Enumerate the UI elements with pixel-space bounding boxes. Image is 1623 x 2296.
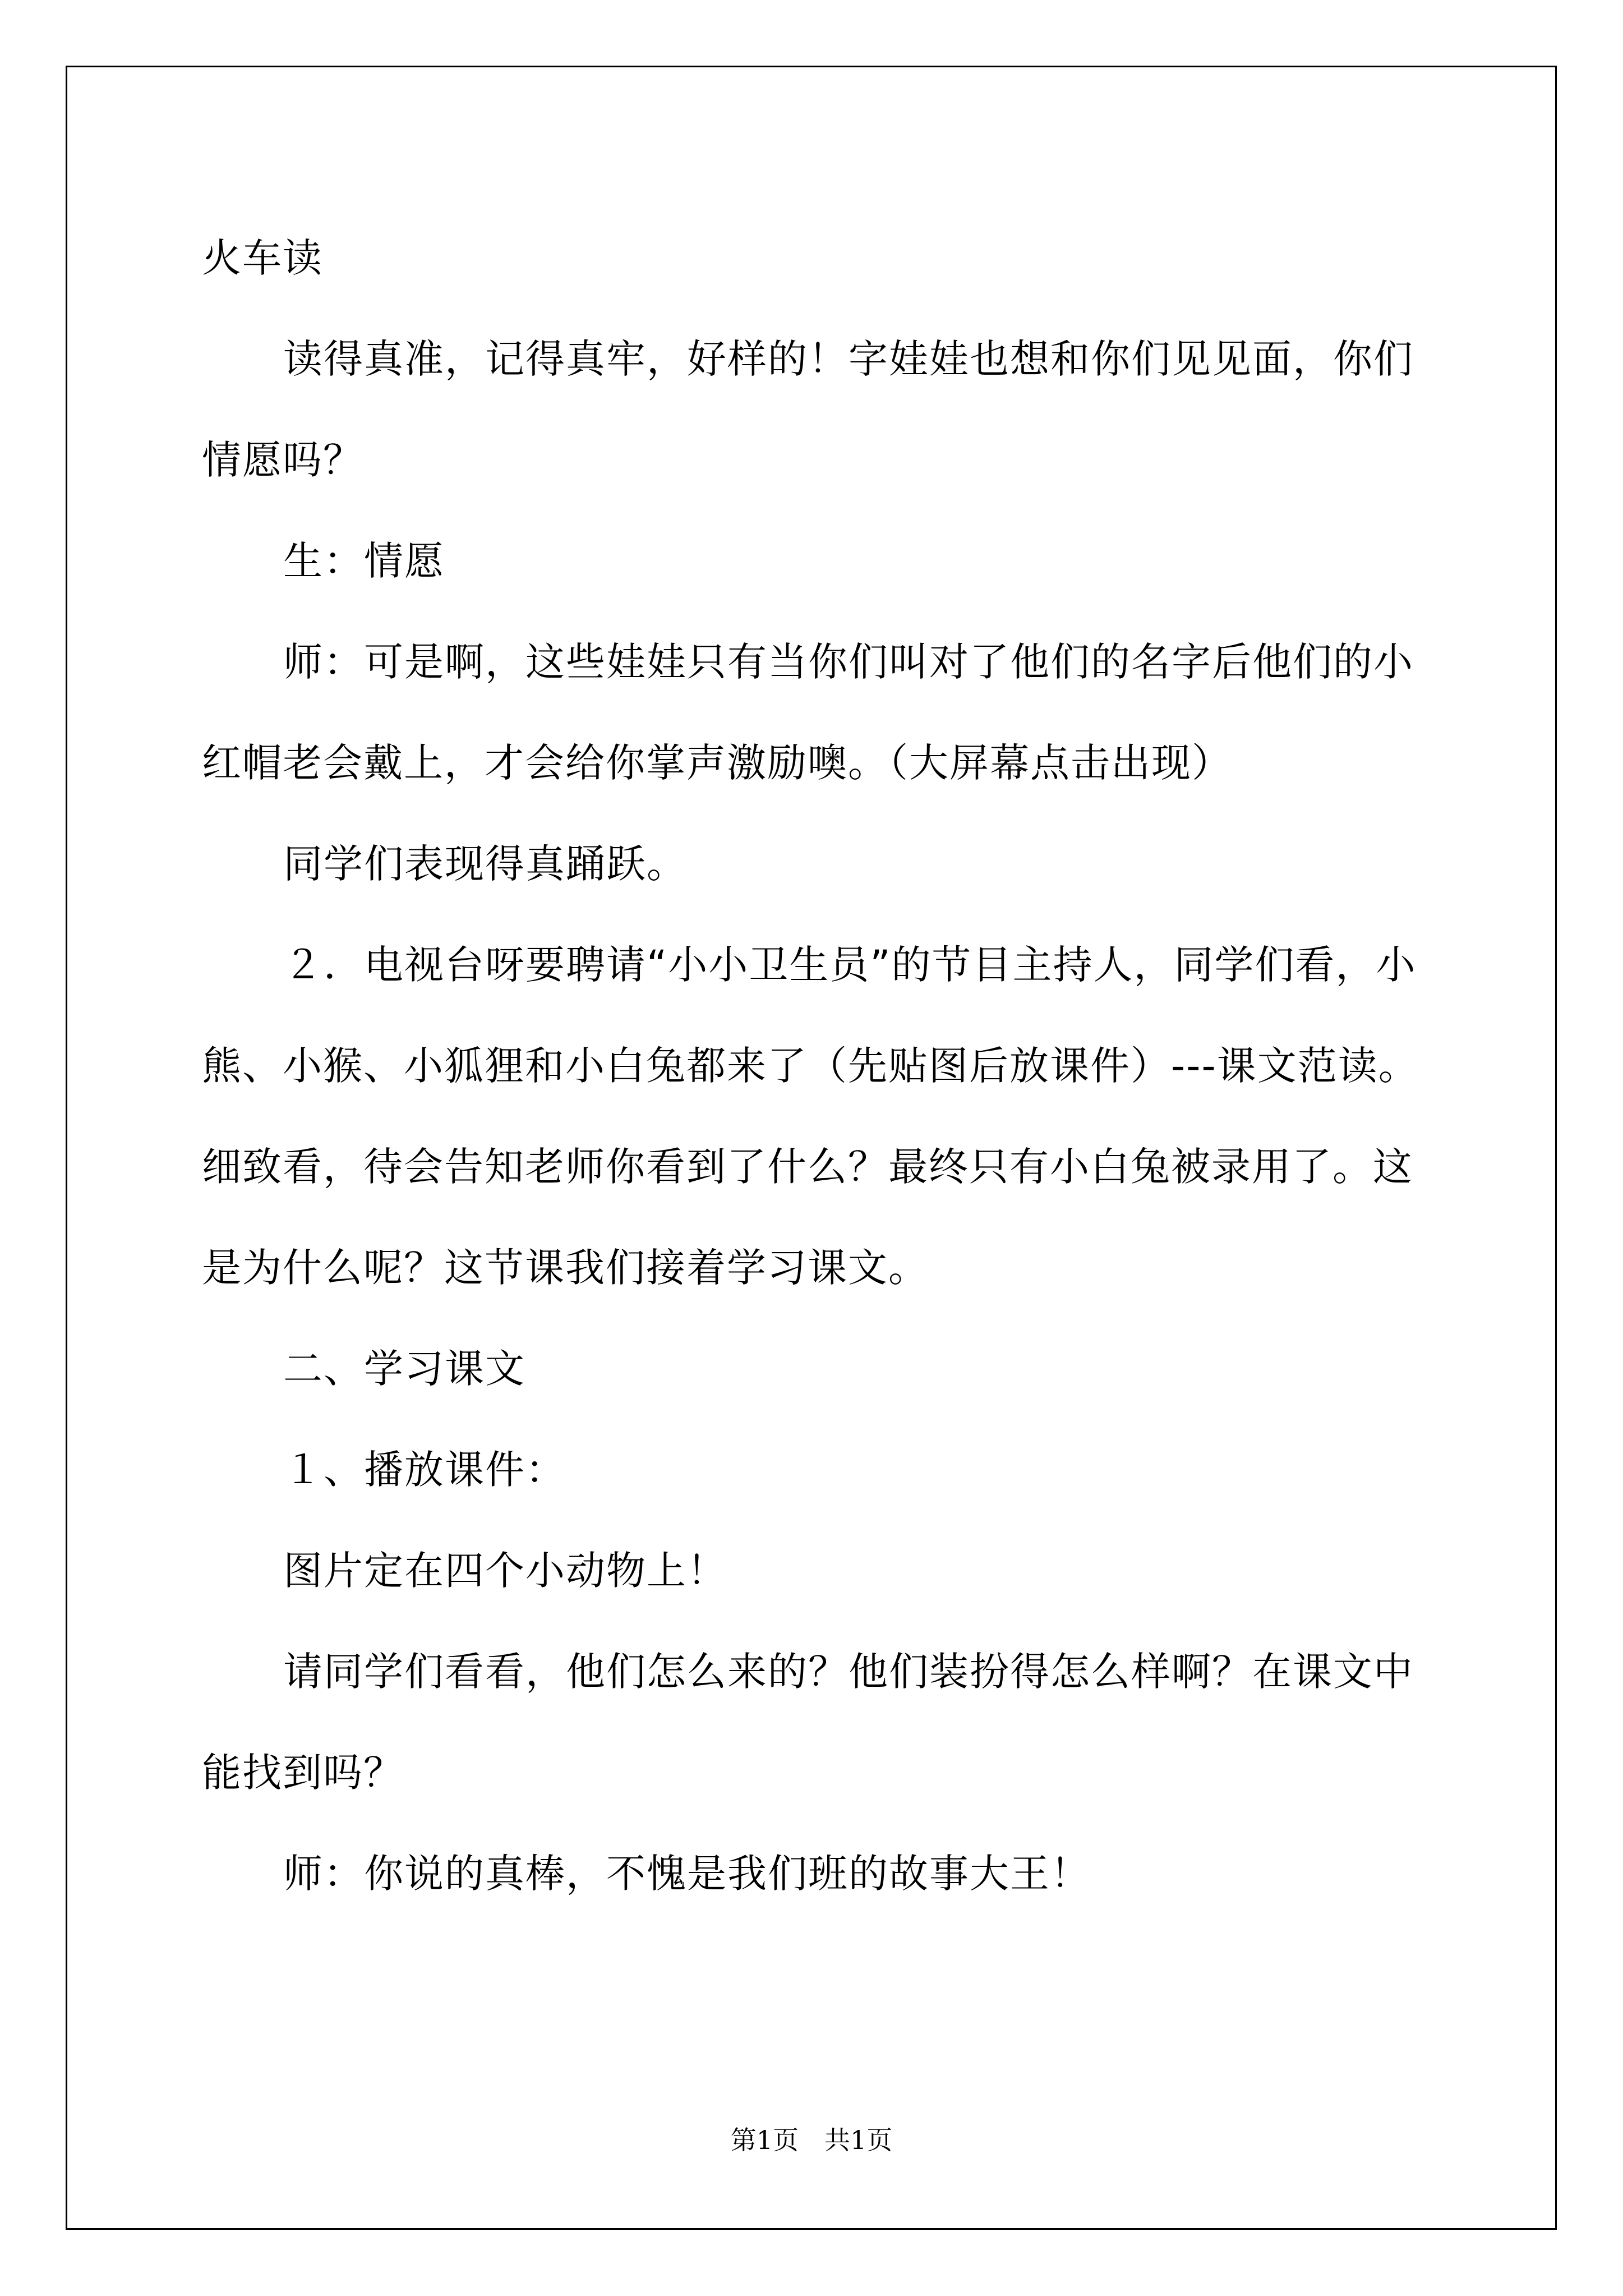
paragraph-10: 请同学们看看，他们怎么来的？他们装扮得怎么样啊？在课文中能找到吗？ xyxy=(202,1649,1414,1796)
document-body xyxy=(202,208,1430,1924)
paragraph-3: 生：情愿 xyxy=(283,538,445,584)
paragraph-2: 读得真准，记得真牢，好样的！字娃娃也想和你们见见面，你们情愿吗？ xyxy=(202,336,1414,483)
paragraph-5: 同学们表现得真踊跃。 xyxy=(283,841,687,887)
paragraph-1: 火车读 xyxy=(202,235,323,281)
paragraph-8: １、播放课件： xyxy=(283,1447,566,1493)
paragraph-7: 二、学习课文 xyxy=(283,1346,525,1392)
paragraph-4: 师：可是啊，这些娃娃只有当你们叫对了他们的名字后他们的小红帽老会戴上，才会给你掌声激励噢。（大屏幕点击出现） xyxy=(202,639,1414,786)
paragraph-6: ２．电视台呀要聘请“小小卫生员”的节目主持人，同学们看，小熊、小猴、小狐狸和小白兔都来了（先贴图后放课件）---课文范读。细致看，待会告知老师你看到了什么？最终只有小白兔被录用了。这是为什么呢？这节课我们接着学习课文。 xyxy=(202,942,1419,1291)
page-footer: 第1页 共1页 xyxy=(730,2125,893,2155)
paragraph-9: 图片定在四个小动物上！ xyxy=(283,1548,727,1594)
paragraph-11: 师：你说的真棒，不愧是我们班的故事大王！ xyxy=(283,1851,1091,1897)
